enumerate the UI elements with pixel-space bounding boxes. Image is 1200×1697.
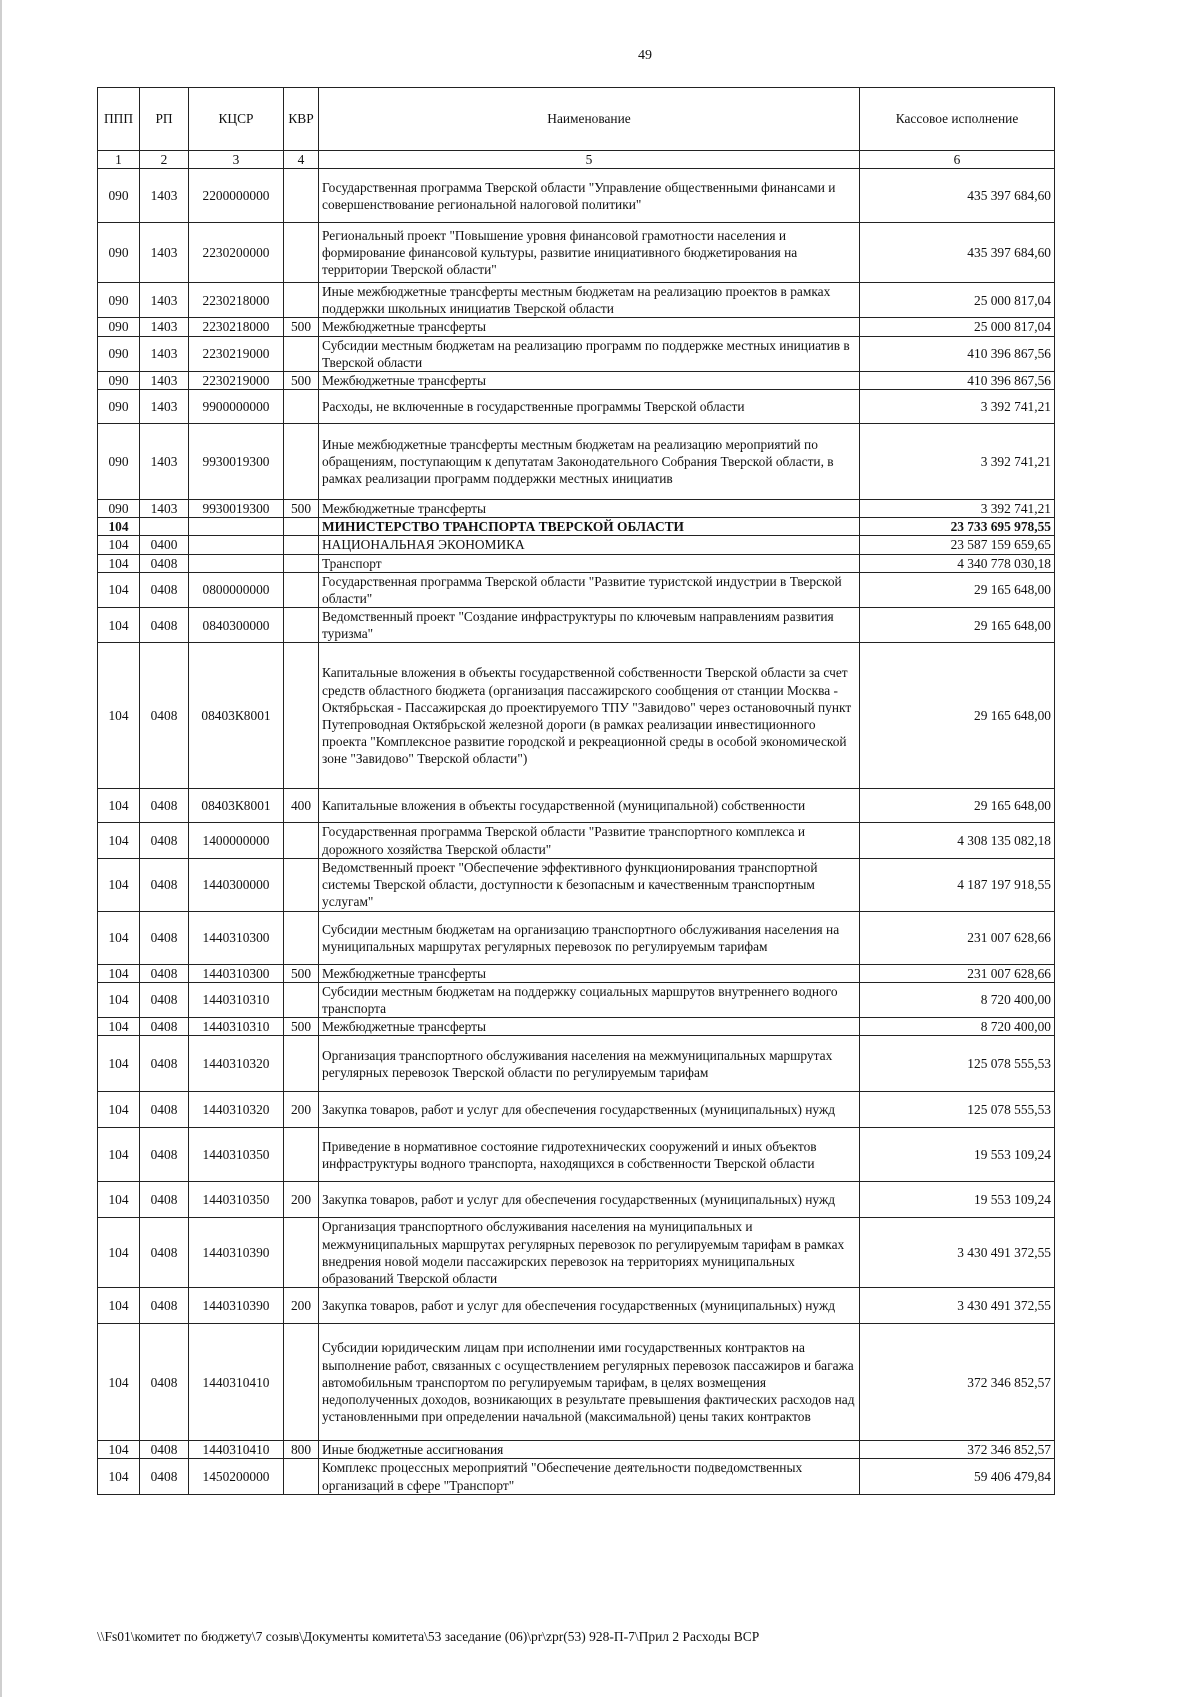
cell-ppp: 104 — [98, 1441, 140, 1459]
cell-name: Субсидии местным бюджетам на поддержку социальных маршрутов внутреннего водного транспорта — [319, 982, 860, 1017]
cell-kcsr: 9930019300 — [189, 500, 284, 518]
cell-kvr — [284, 169, 319, 223]
cell-ppp: 090 — [98, 283, 140, 318]
cell-name: Региональный проект "Повышение уровня финансовой грамотности населения и формирование финансовой культуры, развитие инициативного бюджетирования на территории Тверской области" — [319, 223, 860, 283]
cell-name: Ведомственный проект "Обеспечение эффективного функционирования транспортной системы Тверской области, доступности к безопасным и качественным транспортным услугам" — [319, 858, 860, 911]
cell-kvr — [284, 1324, 319, 1441]
cell-name: НАЦИОНАЛЬНАЯ ЭКОНОМИКА — [319, 536, 860, 554]
table-row — [98, 554, 1055, 572]
cell-ppp: 104 — [98, 982, 140, 1017]
header-row — [98, 88, 1055, 151]
cell-rp: 0408 — [140, 1288, 189, 1324]
cell-kcsr: 1440310350 — [189, 1128, 284, 1182]
cell-kvr — [284, 982, 319, 1017]
cell-kvr: 400 — [284, 789, 319, 823]
cell-ppp: 104 — [98, 536, 140, 554]
cell-rp: 0408 — [140, 608, 189, 643]
cell-kvr: 500 — [284, 964, 319, 982]
cell-kvr: 500 — [284, 371, 319, 389]
cell-kvr — [284, 608, 319, 643]
table-row — [98, 390, 1055, 424]
cell-rp: 0408 — [140, 911, 189, 964]
cell-ppp: 104 — [98, 1092, 140, 1128]
cell-rp: 1403 — [140, 223, 189, 283]
table-row — [98, 371, 1055, 389]
cell-ppp: 104 — [98, 608, 140, 643]
cell-rp: 0408 — [140, 1092, 189, 1128]
cell-rp: 0408 — [140, 554, 189, 572]
cell-amount: 3 392 741,21 — [860, 390, 1055, 424]
cell-name: Закупка товаров, работ и услуг для обеспечения государственных (муниципальных) нужд — [319, 1092, 860, 1128]
cell-amount: 29 165 648,00 — [860, 608, 1055, 643]
cell-rp: 0408 — [140, 1036, 189, 1092]
cell-kvr — [284, 336, 319, 371]
cell-kvr — [284, 283, 319, 318]
column-number: 5 — [319, 151, 860, 169]
cell-kvr — [284, 1036, 319, 1092]
cell-amount: 125 078 555,53 — [860, 1036, 1055, 1092]
cell-rp: 1403 — [140, 390, 189, 424]
cell-rp: 0408 — [140, 1018, 189, 1036]
cell-kcsr: 1440310390 — [189, 1218, 284, 1288]
cell-kcsr: 2200000000 — [189, 169, 284, 223]
cell-amount: 435 397 684,60 — [860, 223, 1055, 283]
cell-ppp: 104 — [98, 643, 140, 789]
cell-amount: 231 007 628,66 — [860, 964, 1055, 982]
cell-name: Закупка товаров, работ и услуг для обеспечения государственных (муниципальных) нужд — [319, 1288, 860, 1324]
column-number-row — [98, 151, 1055, 169]
cell-ppp: 104 — [98, 911, 140, 964]
cell-rp: 0408 — [140, 1441, 189, 1459]
cell-ppp: 090 — [98, 390, 140, 424]
cell-rp: 1403 — [140, 371, 189, 389]
cell-amount: 372 346 852,57 — [860, 1324, 1055, 1441]
column-number: 4 — [284, 151, 319, 169]
header-kvr: КВР — [284, 88, 319, 151]
table-row — [98, 572, 1055, 607]
cell-rp: 1403 — [140, 336, 189, 371]
table-row — [98, 223, 1055, 283]
cell-kvr: 500 — [284, 318, 319, 336]
header-name: Наименование — [319, 88, 860, 151]
header-amount: Кассовое исполнение — [860, 88, 1055, 151]
cell-ppp: 104 — [98, 858, 140, 911]
cell-kcsr: 1440300000 — [189, 858, 284, 911]
cell-name: Транспорт — [319, 554, 860, 572]
cell-ppp: 090 — [98, 223, 140, 283]
cell-amount: 3 430 491 372,55 — [860, 1218, 1055, 1288]
cell-ppp: 104 — [98, 518, 140, 536]
cell-amount: 23 587 159 659,65 — [860, 536, 1055, 554]
cell-ppp: 090 — [98, 169, 140, 223]
cell-amount: 435 397 684,60 — [860, 169, 1055, 223]
table-row — [98, 424, 1055, 500]
page-number: 49 — [638, 48, 652, 63]
cell-kvr: 800 — [284, 1441, 319, 1459]
cell-ppp: 090 — [98, 336, 140, 371]
cell-ppp: 104 — [98, 1128, 140, 1182]
cell-name: Субсидии местным бюджетам на организацию транспортного обслуживания населения на муниципальных маршрутах регулярных перевозок по регулируемым тарифам — [319, 911, 860, 964]
cell-amount: 4 308 135 082,18 — [860, 823, 1055, 858]
cell-amount: 29 165 648,00 — [860, 572, 1055, 607]
cell-rp: 0408 — [140, 1459, 189, 1494]
cell-amount: 8 720 400,00 — [860, 982, 1055, 1017]
cell-kvr — [284, 1128, 319, 1182]
cell-kvr — [284, 424, 319, 500]
table-row — [98, 336, 1055, 371]
cell-rp: 0408 — [140, 982, 189, 1017]
table-row — [98, 789, 1055, 823]
cell-kvr — [284, 823, 319, 858]
cell-kcsr: 1440310350 — [189, 1182, 284, 1218]
cell-ppp: 104 — [98, 572, 140, 607]
cell-kvr — [284, 911, 319, 964]
cell-kcsr: 1440310300 — [189, 911, 284, 964]
cell-ppp: 104 — [98, 823, 140, 858]
cell-rp: 1403 — [140, 283, 189, 318]
cell-kcsr: 1440310390 — [189, 1288, 284, 1324]
cell-name: Межбюджетные трансферты — [319, 318, 860, 336]
cell-amount: 125 078 555,53 — [860, 1092, 1055, 1128]
table-row — [98, 283, 1055, 318]
cell-name: Ведомственный проект "Создание инфраструктуры по ключевым направлениям развития туризма" — [319, 608, 860, 643]
scan-edge-line — [0, 0, 2, 1697]
cell-name: Иные межбюджетные трансферты местным бюджетам на реализацию проектов в рамках поддержки школьных инициатив Тверской области — [319, 283, 860, 318]
cell-name: Государственная программа Тверской области "Управление общественными финансами и совершенствование региональной налоговой политики" — [319, 169, 860, 223]
cell-kcsr: 08403К8001 — [189, 643, 284, 789]
column-number: 6 — [860, 151, 1055, 169]
cell-kcsr: 2230219000 — [189, 371, 284, 389]
cell-kvr: 200 — [284, 1288, 319, 1324]
cell-kcsr: 2230218000 — [189, 283, 284, 318]
cell-amount: 25 000 817,04 — [860, 283, 1055, 318]
cell-name: Расходы, не включенные в государственные программы Тверской области — [319, 390, 860, 424]
header-rp: РП — [140, 88, 189, 151]
cell-rp: 0408 — [140, 572, 189, 607]
column-number: 1 — [98, 151, 140, 169]
budget-table — [97, 87, 1055, 1495]
cell-kcsr: 0800000000 — [189, 572, 284, 607]
cell-kvr — [284, 223, 319, 283]
cell-kcsr: 08403К8001 — [189, 789, 284, 823]
cell-ppp: 104 — [98, 1036, 140, 1092]
cell-kcsr: 2230218000 — [189, 318, 284, 336]
cell-name: Комплекс процессных мероприятий "Обеспечение деятельности подведомственных организаций в сфере "Транспорт" — [319, 1459, 860, 1494]
cell-rp: 0408 — [140, 1324, 189, 1441]
cell-kcsr: 1440310320 — [189, 1036, 284, 1092]
cell-amount: 19 553 109,24 — [860, 1128, 1055, 1182]
cell-rp: 1403 — [140, 500, 189, 518]
table-row — [98, 169, 1055, 223]
cell-ppp: 104 — [98, 1218, 140, 1288]
cell-kcsr: 0840300000 — [189, 608, 284, 643]
cell-kcsr: 1450200000 — [189, 1459, 284, 1494]
cell-amount: 372 346 852,57 — [860, 1441, 1055, 1459]
cell-amount: 19 553 109,24 — [860, 1182, 1055, 1218]
cell-rp: 0408 — [140, 823, 189, 858]
table-row — [98, 1182, 1055, 1218]
cell-ppp: 104 — [98, 1324, 140, 1441]
cell-kcsr — [189, 554, 284, 572]
table-row — [98, 1459, 1055, 1494]
cell-ppp: 104 — [98, 964, 140, 982]
cell-amount: 410 396 867,56 — [860, 336, 1055, 371]
cell-amount: 4 340 778 030,18 — [860, 554, 1055, 572]
cell-kcsr: 1440310410 — [189, 1441, 284, 1459]
cell-name: Иные бюджетные ассигнования — [319, 1441, 860, 1459]
table-row — [98, 518, 1055, 536]
cell-ppp: 090 — [98, 318, 140, 336]
cell-ppp: 104 — [98, 554, 140, 572]
cell-kvr — [284, 1459, 319, 1494]
cell-name: Межбюджетные трансферты — [319, 371, 860, 389]
cell-kcsr — [189, 536, 284, 554]
cell-name: Субсидии местным бюджетам на реализацию программ по поддержке местных инициатив в Тверской области — [319, 336, 860, 371]
cell-ppp: 104 — [98, 1018, 140, 1036]
cell-ppp: 090 — [98, 500, 140, 518]
cell-rp: 0408 — [140, 1128, 189, 1182]
table-row — [98, 500, 1055, 518]
cell-kcsr: 9900000000 — [189, 390, 284, 424]
cell-kvr — [284, 390, 319, 424]
cell-kcsr: 9930019300 — [189, 424, 284, 500]
cell-amount: 231 007 628,66 — [860, 911, 1055, 964]
cell-name: Межбюджетные трансферты — [319, 500, 860, 518]
cell-rp: 1403 — [140, 424, 189, 500]
cell-amount: 3 430 491 372,55 — [860, 1288, 1055, 1324]
cell-ppp: 104 — [98, 1182, 140, 1218]
cell-kvr — [284, 518, 319, 536]
cell-amount: 23 733 695 978,55 — [860, 518, 1055, 536]
table-row — [98, 1218, 1055, 1288]
cell-kcsr: 2230200000 — [189, 223, 284, 283]
cell-name: Организация транспортного обслуживания населения на межмуниципальных маршрутах регулярных перевозок Тверской области по регулируемым тарифам — [319, 1036, 860, 1092]
table-row — [98, 1036, 1055, 1092]
cell-amount: 8 720 400,00 — [860, 1018, 1055, 1036]
cell-rp: 0400 — [140, 536, 189, 554]
footer-file-path: \\Fs01\комитет по бюджету\7 созыв\Документы комитета\53 заседание (06)\pr\zpr(53) 928-П-7\Прил 2 Расходы ВСР — [97, 1629, 760, 1644]
cell-kcsr: 1440310300 — [189, 964, 284, 982]
table-row — [98, 964, 1055, 982]
cell-name: Субсидии юридическим лицам при исполнении ими государственных контрактов на выполнение работ, связанных с осуществлением регулярных перевозок пассажиров и багажа автомобильным транспортом по регулируемым тарифам, в целях возмещения недополученных доходов, возникающих в результате превышения фактических расходов над установленными при определении начальной (максимальной) цены таких контрактов — [319, 1324, 860, 1441]
cell-name: Капитальные вложения в объекты государственной (муниципальной) собственности — [319, 789, 860, 823]
cell-ppp: 104 — [98, 1288, 140, 1324]
cell-name: Межбюджетные трансферты — [319, 1018, 860, 1036]
cell-ppp: 090 — [98, 371, 140, 389]
column-number: 2 — [140, 151, 189, 169]
cell-name: Иные межбюджетные трансферты местным бюджетам на реализацию мероприятий по обращениям, поступающим к депутатам Законодательного Собрания Тверской области, в рамках реализации программ поддержки местных инициатив — [319, 424, 860, 500]
cell-kvr: 200 — [284, 1182, 319, 1218]
cell-kvr — [284, 643, 319, 789]
cell-rp: 0408 — [140, 1182, 189, 1218]
cell-amount: 29 165 648,00 — [860, 789, 1055, 823]
cell-name: МИНИСТЕРСТВО ТРАНСПОРТА ТВЕРСКОЙ ОБЛАСТИ — [319, 518, 860, 536]
cell-rp: 0408 — [140, 858, 189, 911]
cell-kcsr: 1400000000 — [189, 823, 284, 858]
table-row — [98, 1441, 1055, 1459]
table-row — [98, 911, 1055, 964]
cell-amount: 410 396 867,56 — [860, 371, 1055, 389]
cell-name: Государственная программа Тверской области "Развитие туристской индустрии в Тверской области" — [319, 572, 860, 607]
table-row — [98, 608, 1055, 643]
cell-name: Организация транспортного обслуживания населения на муниципальных и межмуниципальных маршрутах регулярных перевозок по регулируемым тарифам в рамках внедрения новой модели пассажирских перевозок на территориях муниципальных образований Тверской области — [319, 1218, 860, 1288]
table-row — [98, 318, 1055, 336]
header-ppp: ППП — [98, 88, 140, 151]
cell-kvr — [284, 858, 319, 911]
table-row — [98, 858, 1055, 911]
column-number: 3 — [189, 151, 284, 169]
cell-rp — [140, 518, 189, 536]
table-row — [98, 1018, 1055, 1036]
cell-kcsr: 2230219000 — [189, 336, 284, 371]
cell-kcsr — [189, 518, 284, 536]
cell-rp: 0408 — [140, 789, 189, 823]
cell-amount: 29 165 648,00 — [860, 643, 1055, 789]
header-kcsr: КЦСР — [189, 88, 284, 151]
cell-name: Капитальные вложения в объекты государственной собственности Тверской области за счет средств областного бюджета (организация пассажирского сообщения от станции Москва - Октябрьская - Пассажирская до проектируемого ТПУ "Завидово" через остановочный пункт Путепроводная Октябрьской железной дороги (в рамках реализации инвестиционного проекта "Комплексное развитие городской и рекреационной среды в особой экономической зоне "Завидово" Тверской области") — [319, 643, 860, 789]
table-row — [98, 1092, 1055, 1128]
cell-amount: 3 392 741,21 — [860, 424, 1055, 500]
table-row — [98, 536, 1055, 554]
cell-kvr: 500 — [284, 500, 319, 518]
cell-kvr — [284, 1218, 319, 1288]
cell-rp: 0408 — [140, 964, 189, 982]
cell-kvr: 200 — [284, 1092, 319, 1128]
cell-rp: 0408 — [140, 1218, 189, 1288]
cell-ppp: 104 — [98, 1459, 140, 1494]
cell-name: Государственная программа Тверской области "Развитие транспортного комплекса и дорожного хозяйства Тверской области" — [319, 823, 860, 858]
cell-ppp: 104 — [98, 789, 140, 823]
table-row — [98, 1324, 1055, 1441]
cell-kvr — [284, 536, 319, 554]
cell-amount: 3 392 741,21 — [860, 500, 1055, 518]
cell-kvr — [284, 572, 319, 607]
cell-kcsr: 1440310310 — [189, 982, 284, 1017]
cell-amount: 59 406 479,84 — [860, 1459, 1055, 1494]
cell-name: Закупка товаров, работ и услуг для обеспечения государственных (муниципальных) нужд — [319, 1182, 860, 1218]
table-row — [98, 1288, 1055, 1324]
cell-name: Межбюджетные трансферты — [319, 964, 860, 982]
cell-name: Приведение в нормативное состояние гидротехнических сооружений и иных объектов инфраструктуры водного транспорта, находящихся в собственности Тверской области — [319, 1128, 860, 1182]
table-row — [98, 823, 1055, 858]
cell-ppp: 090 — [98, 424, 140, 500]
table-body — [98, 169, 1055, 1495]
cell-kcsr: 1440310310 — [189, 1018, 284, 1036]
cell-amount: 25 000 817,04 — [860, 318, 1055, 336]
cell-rp: 0408 — [140, 643, 189, 789]
table-row — [98, 982, 1055, 1017]
cell-kcsr: 1440310410 — [189, 1324, 284, 1441]
cell-kvr — [284, 554, 319, 572]
cell-kcsr: 1440310320 — [189, 1092, 284, 1128]
cell-kvr: 500 — [284, 1018, 319, 1036]
table-row — [98, 643, 1055, 789]
cell-amount: 4 187 197 918,55 — [860, 858, 1055, 911]
table-row — [98, 1128, 1055, 1182]
cell-rp: 1403 — [140, 318, 189, 336]
cell-rp: 1403 — [140, 169, 189, 223]
